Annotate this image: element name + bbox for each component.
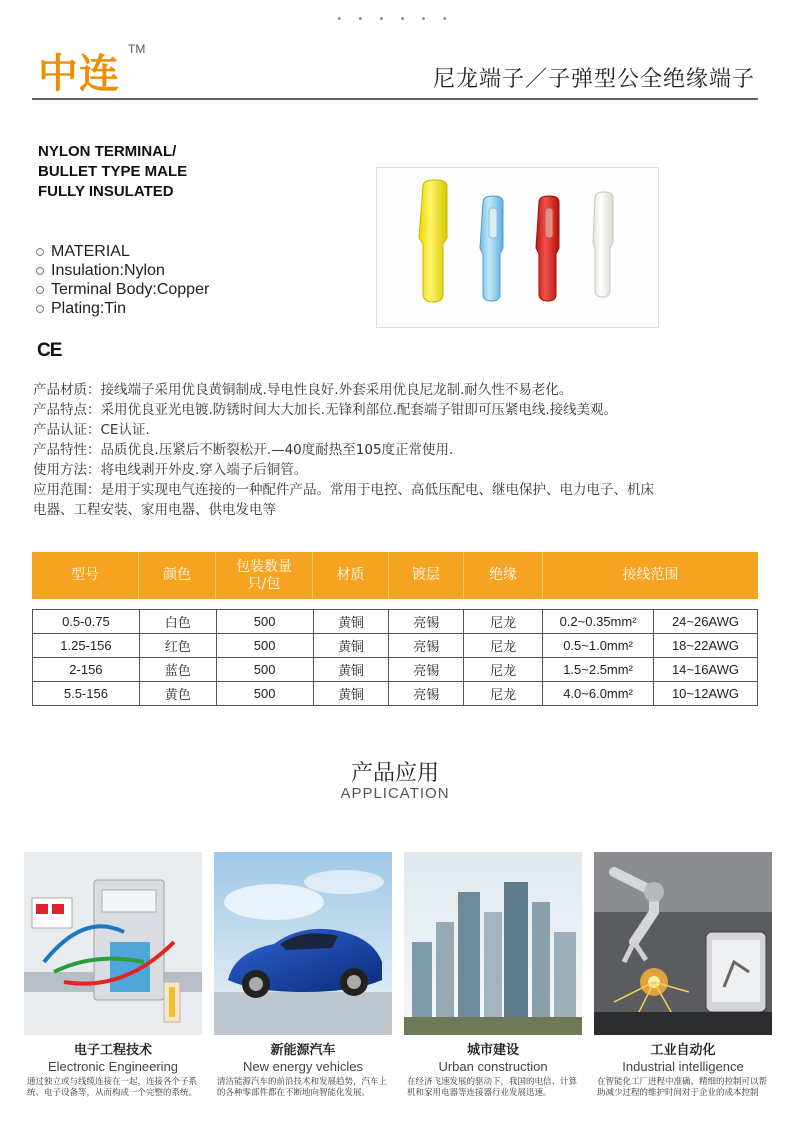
cell-plating: 亮锡 xyxy=(389,682,464,706)
bullet-icon xyxy=(36,286,44,294)
application-card-subtitle: Industrial intelligence xyxy=(622,1059,744,1074)
electronic-engineering-image xyxy=(24,852,202,1035)
product-description xyxy=(33,380,763,520)
table-row xyxy=(33,610,758,634)
header-plating: 镀层 xyxy=(389,552,464,599)
header-material: 材质 xyxy=(313,552,389,599)
header-insulation: 绝缘 xyxy=(464,552,543,599)
cell-mm2-range: 1.5~2.5mm² xyxy=(543,658,654,682)
cell-color: 蓝色 xyxy=(139,658,216,682)
blue-terminal xyxy=(480,196,503,301)
cell-qty: 500 xyxy=(216,634,313,658)
bullet-terminals-image xyxy=(377,168,660,329)
top-dots: • • • • • • xyxy=(336,14,454,25)
application-card-title: 工业自动化 xyxy=(650,1043,716,1058)
application-card-title: 城市建设 xyxy=(466,1043,519,1058)
material-list xyxy=(36,242,209,318)
description-line: 产品特点：采用优良亚光电镀.防锈时间大大加长.无锋利部位.配套端子钳即可压紧电线.接线美观。 xyxy=(33,402,618,418)
cell-qty: 500 xyxy=(216,658,313,682)
product-title-line: FULLY INSULATED xyxy=(38,183,174,200)
bullet-icon xyxy=(36,267,44,275)
header-package-qty: 包装数量 只/包 xyxy=(216,552,313,599)
application-card-title: 新能源汽车 xyxy=(270,1043,336,1058)
application-card-subtitle: Urban construction xyxy=(438,1059,548,1074)
spec-table xyxy=(32,609,758,706)
description-line: 应用范围：是用于实现电气连接的一种配件产品。常用于电控、高低压配电、继电保护、电力电子、机床 xyxy=(33,482,654,498)
description-line: 产品材质：接线端子采用优良黄铜制成.导电性良好.外套采用优良尼龙制.耐久性不易老化。 xyxy=(33,382,573,398)
application-card-vehicles xyxy=(214,852,392,1099)
material-item: Plating:Tin xyxy=(36,299,209,318)
cell-model: 2-156 xyxy=(33,658,140,682)
product-title-line: NYLON TERMINAL/ xyxy=(38,143,177,160)
industrial-intelligence-image xyxy=(594,852,772,1035)
table-row xyxy=(33,658,758,682)
bullet-icon xyxy=(36,248,44,256)
cell-material: 黄铜 xyxy=(313,610,389,634)
cell-awg-range: 18~22AWG xyxy=(654,634,758,658)
cell-plating: 亮锡 xyxy=(389,658,464,682)
material-item: MATERIAL xyxy=(36,242,209,261)
cell-mm2-range: 4.0~6.0mm² xyxy=(543,682,654,706)
application-card-subtitle: New energy vehicles xyxy=(243,1059,363,1074)
cell-insulation: 尼龙 xyxy=(464,682,543,706)
cell-awg-range: 14~16AWG xyxy=(654,658,758,682)
application-card-description: 在智能化工厂进程中准确、精细的控制可以帮助减少过程的维护时间对于企业的成本控制 xyxy=(597,1077,768,1098)
spec-table-header xyxy=(32,552,758,599)
material-item: Terminal Body:Copper xyxy=(36,280,209,299)
cell-material: 黄铜 xyxy=(313,658,389,682)
cell-plating: 亮锡 xyxy=(389,610,464,634)
application-card-subtitle: Electronic Engineering xyxy=(47,1059,179,1074)
material-item: Insulation:Nylon xyxy=(36,261,209,280)
cell-color: 红色 xyxy=(139,634,216,658)
red-terminal xyxy=(536,196,559,301)
yellow-terminal xyxy=(419,180,447,302)
table-row xyxy=(33,634,758,658)
cell-mm2-range: 0.5~1.0mm² xyxy=(543,634,654,658)
cell-insulation: 尼龙 xyxy=(464,658,543,682)
description-line: 使用方法：将电线剥开外皮.穿入端子后铜管。 xyxy=(33,462,308,478)
bullet-icon xyxy=(36,305,44,313)
new-energy-vehicle-image xyxy=(214,852,392,1035)
cell-material: 黄铜 xyxy=(313,634,389,658)
application-card-description: 清洁能源汽车的前沿技术和发展趋势，汽车上的各种零部件都在不断地向智能化发展。 xyxy=(217,1077,388,1098)
cell-plating: 亮锡 xyxy=(389,634,464,658)
cell-insulation: 尼龙 xyxy=(464,610,543,634)
product-english-title xyxy=(38,142,187,202)
cell-qty: 500 xyxy=(216,610,313,634)
cell-model: 0.5-0.75 xyxy=(33,610,140,634)
application-card-description: 通过独立或与线缆连接在一起，连接各个子系统、电子设备等，从而构成一个完整的系统。 xyxy=(27,1077,198,1098)
header-wire-range: 接线范围 xyxy=(622,567,679,583)
header-model: 型号 xyxy=(32,552,139,599)
header-color: 颜色 xyxy=(139,552,216,599)
application-card-description: 在经济飞速发展的驱动下，我国的电信、计算机和家用电器等连接器行业发展迅速。 xyxy=(407,1077,578,1098)
application-card-industrial xyxy=(594,852,772,1099)
application-card-title: 电子工程技术 xyxy=(73,1043,152,1058)
application-card-urban xyxy=(404,852,582,1099)
description-line: 产品特性：品质优良.压紧后不断裂松开.—40度耐热至105度正常使用. xyxy=(33,442,454,458)
application-card-electronic xyxy=(24,852,202,1099)
description-line: 产品认证：CE认证. xyxy=(33,422,150,438)
cell-model: 5.5-156 xyxy=(33,682,140,706)
page-title: 尼龙端子／子弹型公全绝缘端子 xyxy=(432,67,755,92)
cell-awg-range: 24~26AWG xyxy=(654,610,758,634)
title-divider xyxy=(32,98,758,100)
cell-awg-range: 10~12AWG xyxy=(654,682,758,706)
urban-construction-image xyxy=(404,852,582,1035)
cell-material: 黄铜 xyxy=(313,682,389,706)
white-terminal xyxy=(593,192,613,297)
ce-mark-icon: CE xyxy=(37,340,62,361)
product-photo xyxy=(376,167,659,328)
trademark-mark: TM xyxy=(128,42,146,56)
application-subtitle: APPLICATION xyxy=(340,785,450,802)
application-title: 产品应用 xyxy=(350,761,439,786)
description-line: 电器、工程安装、家用电器、供电发电等 xyxy=(33,502,276,518)
brand-logo: 中连 xyxy=(38,51,120,97)
cell-color: 黄色 xyxy=(139,682,216,706)
cell-model: 1.25-156 xyxy=(33,634,140,658)
cell-insulation: 尼龙 xyxy=(464,634,543,658)
cell-qty: 500 xyxy=(216,682,313,706)
cell-mm2-range: 0.2~0.35mm² xyxy=(543,610,654,634)
cell-color: 白色 xyxy=(139,610,216,634)
product-title-line: BULLET TYPE MALE xyxy=(38,163,188,180)
table-row xyxy=(33,682,758,706)
